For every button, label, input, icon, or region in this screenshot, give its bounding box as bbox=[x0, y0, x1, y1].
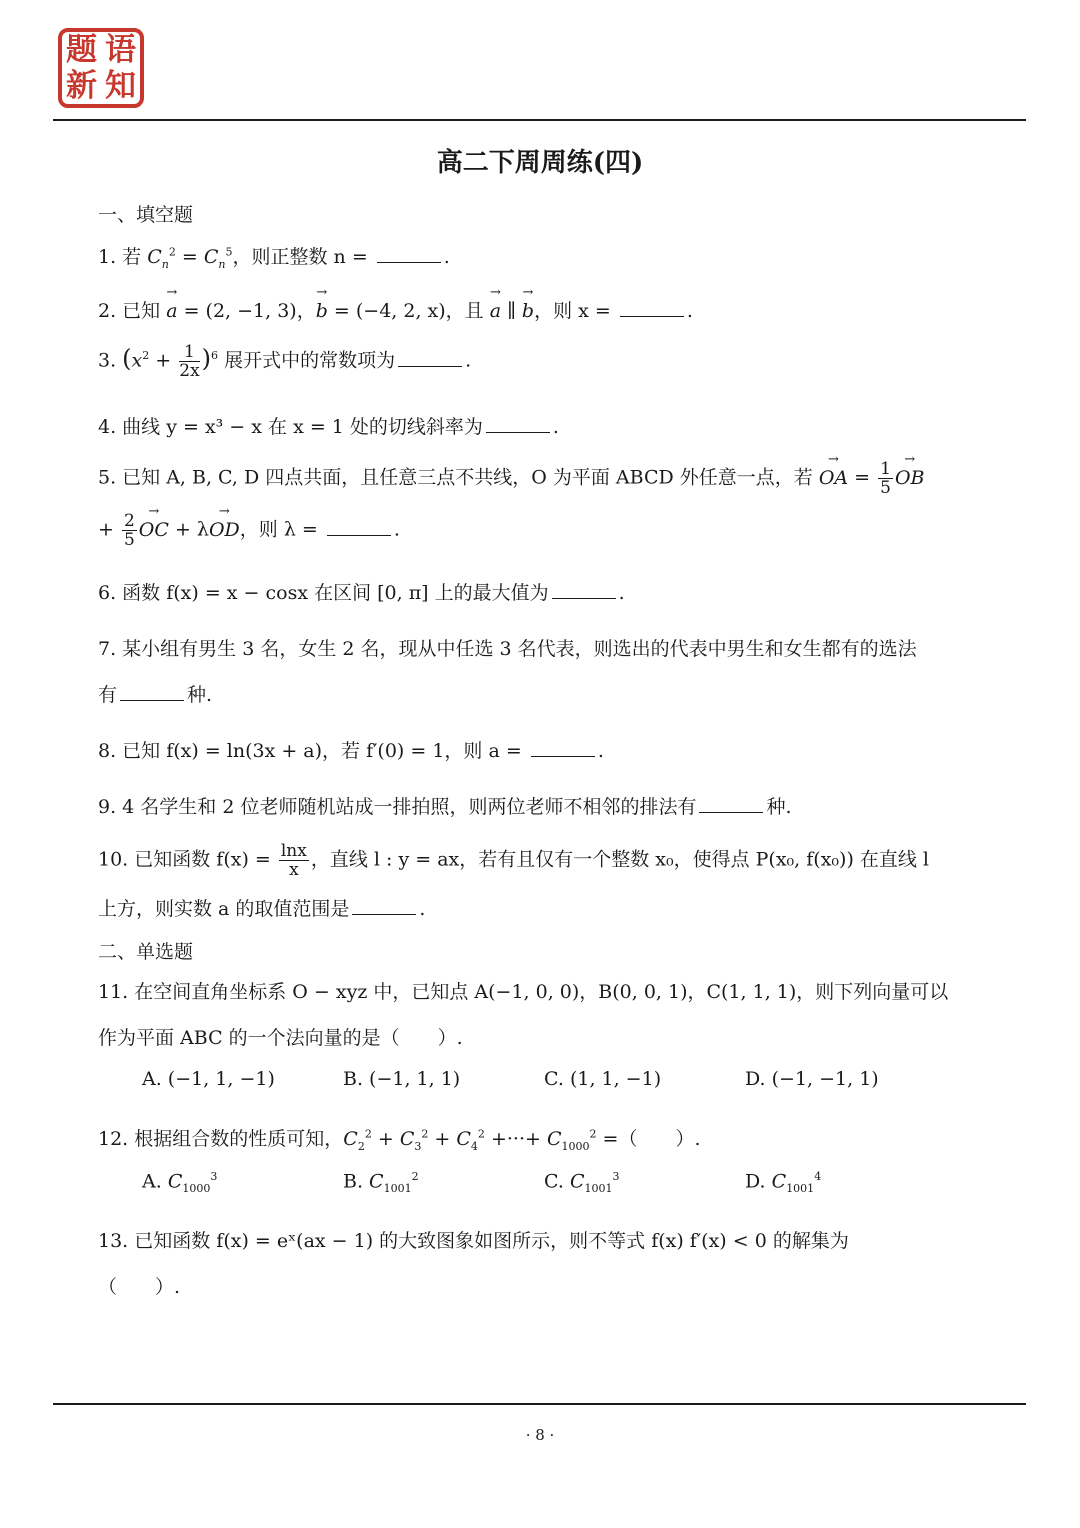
answer-blank[interactable] bbox=[620, 302, 684, 317]
option-b[interactable]: B. (−1, 1, 1) bbox=[343, 1068, 461, 1090]
question-7-line-2: 有 种. bbox=[98, 684, 213, 706]
question-10-line-2: 上方，则实数 a 的取值范围是 . bbox=[98, 898, 426, 920]
question-13-line-1: 13. 已知函数 f(x) = eˣ(ax − 1) 的大致图象如图所示，则不等式 f(x) f′(x) < 0 的解集为 bbox=[98, 1230, 849, 1252]
page-number: · 8 · bbox=[525, 1426, 555, 1444]
footer-rule bbox=[53, 1403, 1026, 1405]
option-a[interactable]: A. (−1, 1, −1) bbox=[142, 1068, 275, 1090]
question-12-options bbox=[142, 1170, 946, 1195]
question-4: 4. 曲线 y = x³ − x 在 x = 1 处的切线斜率为 . bbox=[98, 416, 559, 438]
question-1: 1. 若 $C_n^2 = C_n^5$，则正整数 n = . bbox=[98, 245, 450, 271]
question-8: 8. 已知 f(x) = ln(3x + a)，若 f′(0) = 1，则 a = . bbox=[98, 740, 604, 762]
option-d[interactable]: D. $C_{1001}^4$ bbox=[745, 1170, 822, 1196]
section-fill-blank: 一、填空题 bbox=[98, 204, 194, 226]
logo-char: 知 bbox=[105, 68, 136, 104]
logo-char: 题 bbox=[66, 32, 97, 68]
question-3: 3. ($x^2$ + $\frac{1}{2x}$ )$^6$ 展开式中的常数项为 . bbox=[98, 342, 472, 381]
question-5-line-1: 5. 已知 A, B, C, D 四点共面，且任意三点不共线，O 为平面 ABCD 外任意一点，若 → OA = $\frac{1}{5}$ → OB bbox=[98, 460, 988, 497]
option-c[interactable]: C. $C_{1001}^3$ bbox=[544, 1170, 620, 1196]
question-5-line-2: + $\frac{2}{5}$ → OC + λ→ OD，则 λ = . bbox=[98, 512, 988, 549]
option-b[interactable]: B. $C_{1001}^2$ bbox=[343, 1170, 419, 1196]
answer-blank[interactable] bbox=[377, 248, 441, 263]
question-10-line-1: 10. 已知函数 f(x) = $\frac{\ln x}{x}$ ，直线 l : y = ax，若有且仅有一个整数 x₀，使得点 P(x₀, f(x₀)) 在直线 l bbox=[98, 841, 930, 880]
question-11-options bbox=[142, 1068, 946, 1090]
answer-blank[interactable] bbox=[120, 686, 184, 701]
question-11-line-2: 作为平面 ABC 的一个法向量的是（ ）. bbox=[98, 1027, 463, 1049]
answer-blank[interactable] bbox=[352, 900, 416, 915]
page-title: 高二下周周练(四) bbox=[436, 148, 644, 178]
section-single-choice: 二、单选题 bbox=[98, 941, 194, 963]
header-rule bbox=[53, 119, 1026, 121]
option-c[interactable]: C. (1, 1, −1) bbox=[544, 1068, 662, 1090]
question-13-line-2: （ ）. bbox=[98, 1276, 181, 1298]
answer-blank[interactable] bbox=[552, 584, 616, 599]
question-11-line-1: 11. 在空间直角坐标系 O − xyz 中，已知点 A(−1, 0, 0)，B(0, 0, 1)，C(1, 1, 1)，则下列向量可以 bbox=[98, 981, 949, 1003]
question-6: 6. 函数 f(x) = x − cosx 在区间 [0, π] 上的最大值为 . bbox=[98, 582, 625, 604]
logo-seal bbox=[58, 28, 144, 108]
answer-blank[interactable] bbox=[531, 742, 595, 757]
option-a[interactable]: A. $C_{1000}^3$ bbox=[142, 1170, 218, 1196]
logo-char: 语 bbox=[105, 32, 136, 68]
answer-blank[interactable] bbox=[486, 418, 550, 433]
question-2: 2. 已知 → a = (2, −1, 3)，→ b = (−4, 2, x)，且 → a ∥ → b，则 x = . bbox=[98, 296, 988, 323]
question-12: 12. 根据组合数的性质可知，$C_2^2 + C_3^2 + C_4^2$ +···+ $C_{1000}^2$ =（ ）. bbox=[98, 1127, 701, 1153]
option-d[interactable]: D. (−1, −1, 1) bbox=[745, 1068, 879, 1090]
answer-blank[interactable] bbox=[398, 352, 462, 367]
answer-blank[interactable] bbox=[327, 521, 391, 536]
question-7-line-1: 7. 某小组有男生 3 名，女生 2 名，现从中任选 3 名代表，则选出的代表中男生和女生都有的选法 bbox=[98, 638, 917, 660]
answer-blank[interactable] bbox=[699, 798, 763, 813]
logo-char: 新 bbox=[66, 68, 97, 104]
question-9: 9. 4 名学生和 2 位老师随机站成一排拍照，则两位老师不相邻的排法有 种. bbox=[98, 796, 792, 818]
